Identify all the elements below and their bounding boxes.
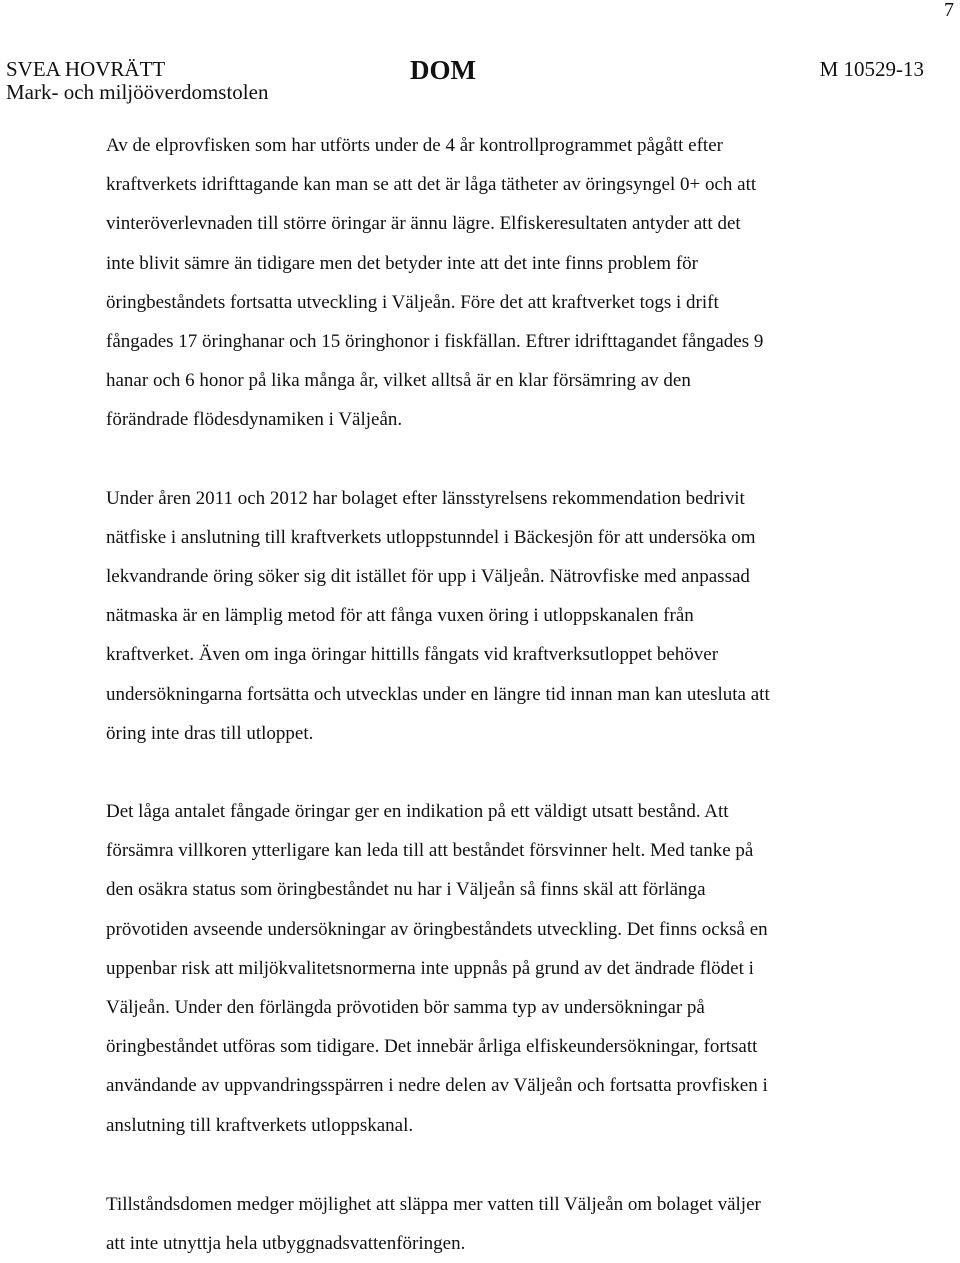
text-line: lekvandrande öring söker sig dit istället för upp i Väljeån. Nätrovfiske med anpassad: [106, 566, 750, 588]
text-line: kraftverket. Även om inga öringar hittills fångats vid kraftverksutloppet behöver: [106, 644, 719, 666]
text-line: användande av uppvandringsspärren i nedre delen av Väljeån och fortsatta provfisken i: [106, 1075, 768, 1097]
document-body: [106, 126, 906, 1263]
text-line: anslutning till kraftverkets utloppskanal.: [106, 1114, 414, 1136]
text-line: den osäkra status som öringbeståndet nu har i Väljeån så finns skäl att förlänga: [106, 879, 706, 901]
text-line: öring inte dras till utloppet.: [106, 722, 314, 744]
text-line: att inte utnyttja hela utbyggnadsvattenföringen.: [106, 1233, 466, 1255]
text-line: undersökningarna fortsätta och utvecklas under en längre tid innan man kan utesluta att: [106, 683, 770, 705]
text-line: Under åren 2011 och 2012 har bolaget efter länsstyrelsens rekommendation bedrivit: [106, 487, 745, 509]
case-number: M 10529-13: [819, 57, 924, 81]
text-line: Det låga antalet fångade öringar ger en indikation på ett väldigt utsatt bestånd. Att: [106, 801, 729, 823]
text-line: vinteröverlevnaden till större öringar är ännu lägre. Elfiskeresultaten antyder att det: [106, 213, 741, 235]
text-line: Väljeån. Under den förlängda prövotiden bör samma typ av undersökningar på: [106, 997, 705, 1019]
document-type: DOM: [410, 55, 476, 85]
text-line: öringbeståndet utföras som tidigare. Det innebär årliga elfiskeundersökningar, fortsatt: [106, 1036, 758, 1058]
text-line: kraftverkets idrifttagande kan man se att det är låga tätheter av öringsyngel 0+ och att: [106, 174, 757, 196]
text-line: Av de elprovfisken som har utförts under de 4 år kontrollprogrammet pågått efter: [106, 135, 723, 156]
text-line: prövotiden avseende undersökningar av öringbeståndets utveckling. Det finns också en: [106, 918, 768, 940]
text-line: fångades 17 öringhanar och 15 öringhonor i fiskfällan. Eftrer idrifttagandet fångades 9: [106, 331, 764, 353]
document-header: [6, 57, 924, 105]
text-line: Tillståndsdomen medger möjlighet att släppa mer vatten till Väljeån om bolaget väljer: [106, 1193, 761, 1215]
text-line: förändrade flödesdynamiken i Väljeån.: [106, 409, 403, 431]
text-line: hanar och 6 honor på lika många år, vilket alltså är en klar försämring av den: [106, 370, 691, 392]
paragraph-permit-judgment: [106, 1185, 906, 1263]
text-line: uppenbar risk att miljökvalitetsnormerna inte uppnås på grund av det ändrade flödet i: [106, 957, 754, 979]
paragraph-trial-period: [106, 792, 906, 1145]
text-line: försämra villkoren ytterligare kan leda till att beståndet försvinner helt. Med tanke på: [106, 840, 754, 862]
paragraph-net-fishing: [106, 479, 906, 753]
text-line: öringbeståndets fortsatta utveckling i Väljeån. Före det att kraftverket togs i drift: [106, 291, 719, 313]
page-number: 7: [944, 0, 954, 21]
court-division: Mark- och miljööverdomstolen: [6, 80, 269, 104]
text-line: nätmaska är en lämplig metod för att fånga vuxen öring i utloppskanalen från: [106, 605, 694, 627]
paragraph-electrofishing-results: [106, 126, 906, 440]
text-line: inte blivit sämre än tidigare men det betyder inte att det inte finns problem för: [106, 252, 698, 274]
text-line: nätfiske i anslutning till kraftverkets utloppstunndel i Bäckesjön för att undersöka om: [106, 526, 756, 548]
court-name: SVEA HOVRÄTT: [6, 57, 166, 81]
